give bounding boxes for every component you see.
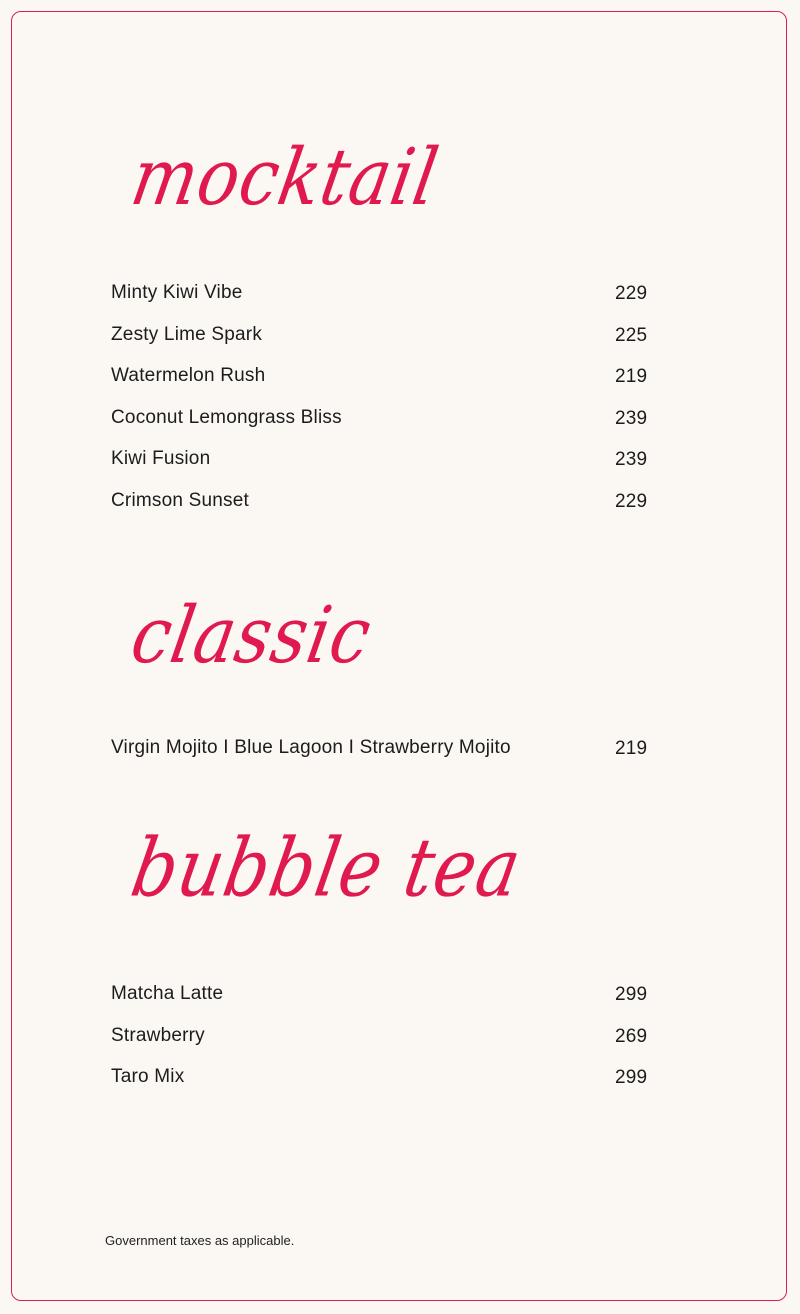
menu-item bbox=[111, 324, 671, 366]
item-price: 269 bbox=[615, 1025, 648, 1047]
item-name: Matcha Latte bbox=[111, 983, 224, 1004]
bubble-tea-list bbox=[111, 983, 671, 1108]
item-price: 239 bbox=[615, 449, 648, 470]
item-price: 299 bbox=[615, 984, 648, 1005]
menu-item bbox=[111, 282, 671, 324]
item-name: Taro Mix bbox=[111, 1066, 185, 1087]
section-title-mocktail: mocktail bbox=[124, 132, 446, 224]
menu-item bbox=[111, 1025, 671, 1067]
menu-item bbox=[111, 448, 671, 490]
item-name: Coconut Lemongrass Bliss bbox=[111, 406, 342, 428]
item-name: Watermelon Rush bbox=[111, 365, 266, 386]
item-name: Kiwi Fusion bbox=[111, 448, 211, 469]
menu-item bbox=[111, 1066, 671, 1108]
menu-item bbox=[111, 737, 671, 779]
item-price: 219 bbox=[615, 366, 648, 387]
mocktail-list bbox=[111, 282, 671, 531]
item-price: 239 bbox=[615, 407, 648, 429]
menu-item bbox=[111, 490, 671, 532]
section-title-bubble-tea: bubble tea bbox=[124, 820, 529, 915]
item-name: Zesty Lime Spark bbox=[111, 323, 263, 345]
item-name: Virgin Mojito I Blue Lagoon I Strawberry Mojito bbox=[111, 737, 511, 758]
section-title-classic: classic bbox=[124, 590, 379, 682]
menu-item bbox=[111, 407, 671, 449]
tax-footnote: Government taxes as applicable. bbox=[105, 1233, 295, 1248]
item-price: 229 bbox=[615, 283, 648, 304]
menu-item bbox=[111, 983, 671, 1025]
item-name: Crimson Sunset bbox=[111, 489, 249, 511]
menu-item bbox=[111, 365, 671, 407]
item-price: 299 bbox=[615, 1067, 648, 1088]
item-name: Strawberry bbox=[111, 1024, 205, 1046]
item-name: Minty Kiwi Vibe bbox=[111, 282, 243, 303]
item-price: 219 bbox=[615, 738, 648, 759]
item-price: 229 bbox=[615, 490, 648, 512]
item-price: 225 bbox=[615, 324, 648, 346]
classic-list bbox=[111, 737, 671, 779]
